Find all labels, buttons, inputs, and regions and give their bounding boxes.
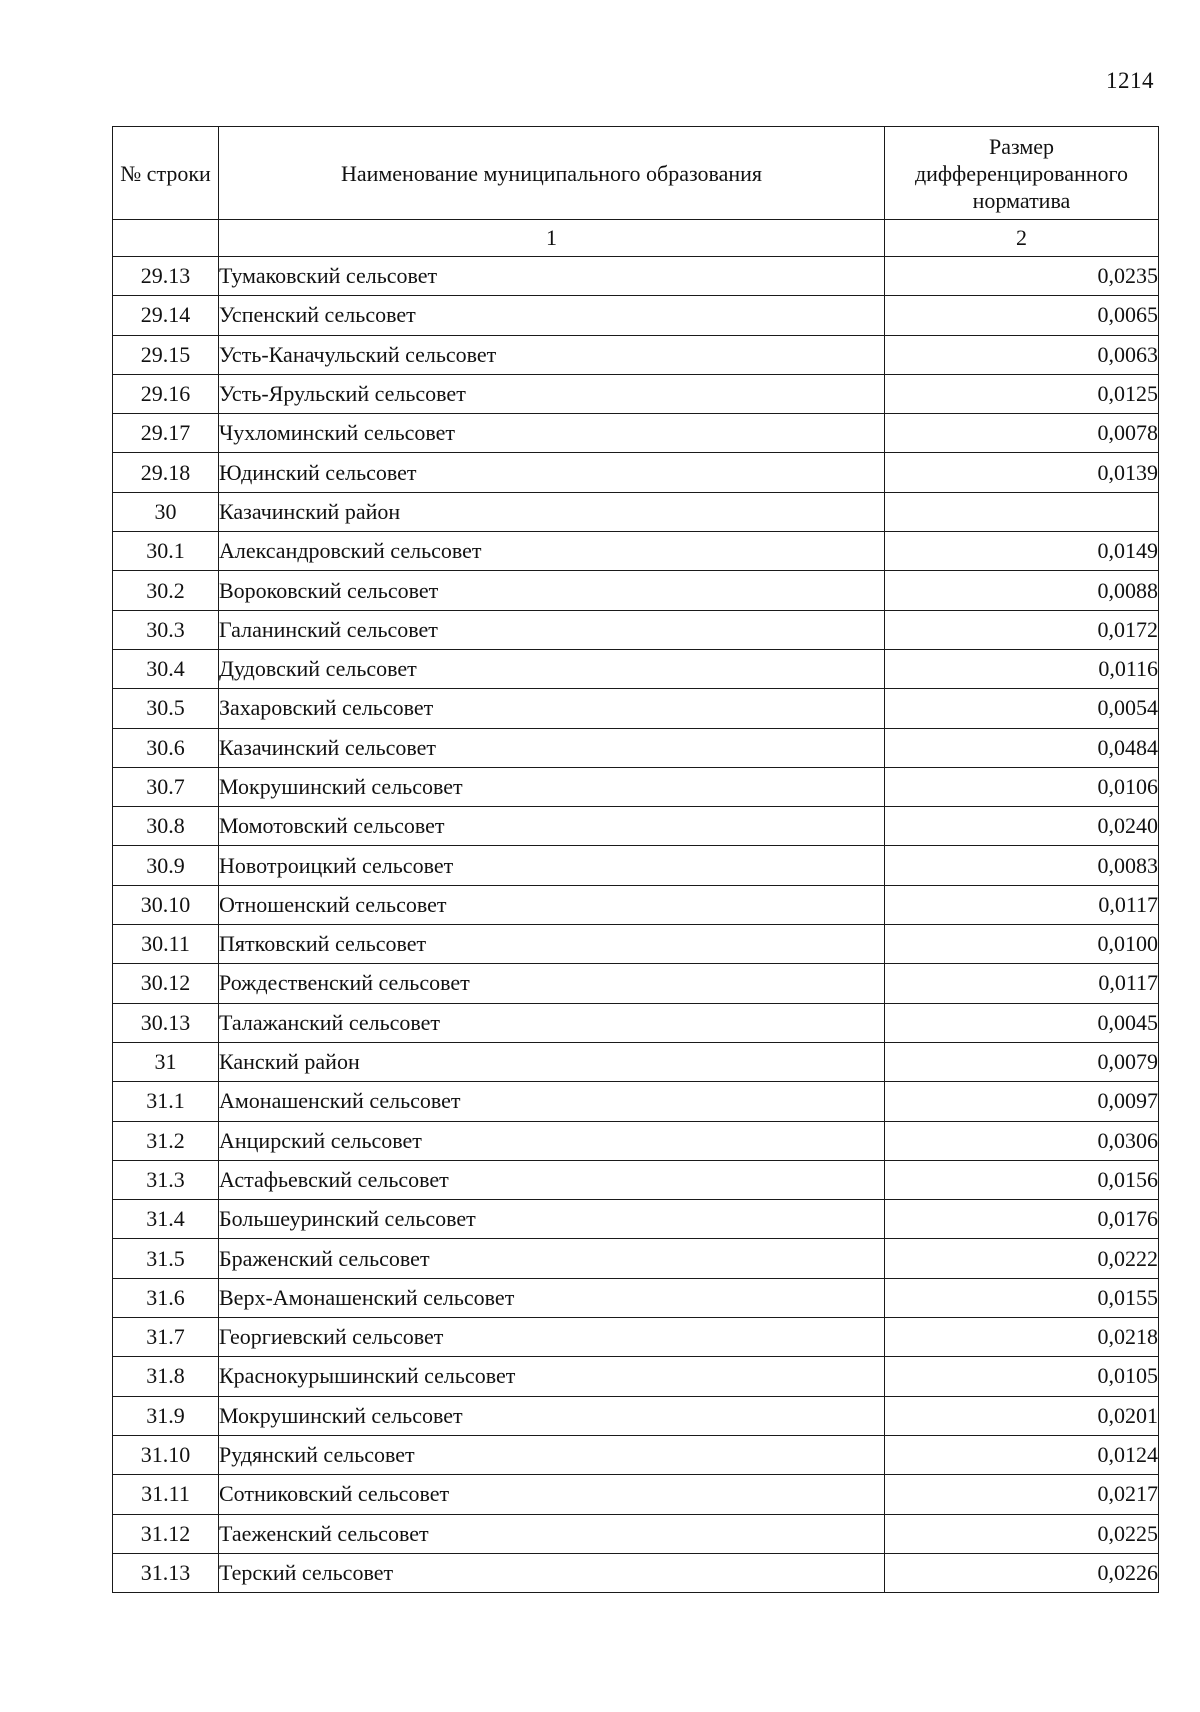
- municipality-name: Мокрушинский сельсовет: [219, 1396, 885, 1435]
- municipality-name: Галанинский сельсовет: [219, 610, 885, 649]
- normative-value: 0,0149: [885, 532, 1159, 571]
- row-number: 30.11: [113, 925, 219, 964]
- normative-value: 0,0117: [885, 964, 1159, 1003]
- row-number: 29.14: [113, 296, 219, 335]
- table-row: [113, 885, 1159, 924]
- row-number: 29.16: [113, 374, 219, 413]
- row-number: 29.18: [113, 453, 219, 492]
- municipality-name: Таеженский сельсовет: [219, 1514, 885, 1553]
- row-number: 30: [113, 492, 219, 531]
- normative-value: 0,0222: [885, 1239, 1159, 1278]
- normative-value: 0,0240: [885, 807, 1159, 846]
- municipality-name: Тумаковский сельсовет: [219, 257, 885, 296]
- municipality-name: Амонашенский сельсовет: [219, 1082, 885, 1121]
- normative-value: 0,0045: [885, 1003, 1159, 1042]
- table-row: [113, 728, 1159, 767]
- normative-value: 0,0065: [885, 296, 1159, 335]
- row-number: 30.2: [113, 571, 219, 610]
- normative-value: 0,0176: [885, 1200, 1159, 1239]
- municipality-name: Браженский сельсовет: [219, 1239, 885, 1278]
- row-number: 29.13: [113, 257, 219, 296]
- table-row: [113, 1318, 1159, 1357]
- table-row: [113, 335, 1159, 374]
- municipality-name: Астафьевский сельсовет: [219, 1160, 885, 1199]
- table-row: [113, 453, 1159, 492]
- municipality-name: Георгиевский сельсовет: [219, 1318, 885, 1357]
- table-row: [113, 807, 1159, 846]
- table-row: [113, 1514, 1159, 1553]
- normative-value: 0,0235: [885, 257, 1159, 296]
- table-row: [113, 1278, 1159, 1317]
- normative-value: 0,0063: [885, 335, 1159, 374]
- row-number: 31.12: [113, 1514, 219, 1553]
- row-number: 30.9: [113, 846, 219, 885]
- table-row: [113, 296, 1159, 335]
- row-number: 31.4: [113, 1200, 219, 1239]
- table-row: [113, 532, 1159, 571]
- normative-value: 0,0125: [885, 374, 1159, 413]
- row-number: 30.1: [113, 532, 219, 571]
- table-row: [113, 1003, 1159, 1042]
- column-index-name: 1: [219, 220, 885, 257]
- table-row: [113, 1082, 1159, 1121]
- table-body: [113, 257, 1159, 1593]
- normative-value: 0,0484: [885, 728, 1159, 767]
- normative-value: 0,0226: [885, 1553, 1159, 1592]
- table-row: [113, 1239, 1159, 1278]
- municipality-name: Казачинский район: [219, 492, 885, 531]
- row-number: 31: [113, 1042, 219, 1081]
- table-row: [113, 1396, 1159, 1435]
- table-row: [113, 492, 1159, 531]
- row-number: 30.5: [113, 689, 219, 728]
- table-row: [113, 571, 1159, 610]
- row-number: 31.9: [113, 1396, 219, 1435]
- municipality-name: Мокрушинский сельсовет: [219, 767, 885, 806]
- table-row: [113, 767, 1159, 806]
- row-number: 31.1: [113, 1082, 219, 1121]
- normative-value: 0,0218: [885, 1318, 1159, 1357]
- municipality-name: Захаровский сельсовет: [219, 689, 885, 728]
- header-row-number: № строки: [113, 127, 219, 220]
- municipality-name: Усть-Каначульский сельсовет: [219, 335, 885, 374]
- normative-table: [112, 126, 1159, 1593]
- row-number: 30.12: [113, 964, 219, 1003]
- normative-value: 0,0078: [885, 414, 1159, 453]
- municipality-name: Верх-Амонашенский сельсовет: [219, 1278, 885, 1317]
- municipality-name: Момотовский сельсовет: [219, 807, 885, 846]
- row-number: 30.4: [113, 649, 219, 688]
- municipality-name: Пятковский сельсовет: [219, 925, 885, 964]
- normative-value: 0,0155: [885, 1278, 1159, 1317]
- row-number: 29.17: [113, 414, 219, 453]
- municipality-name: Талажанский сельсовет: [219, 1003, 885, 1042]
- row-number: 31.5: [113, 1239, 219, 1278]
- row-number: 31.11: [113, 1475, 219, 1514]
- municipality-name: Рудянский сельсовет: [219, 1435, 885, 1474]
- normative-value: 0,0156: [885, 1160, 1159, 1199]
- header-municipality-name: Наименование муниципального образования: [219, 127, 885, 220]
- municipality-name: Дудовский сельсовет: [219, 649, 885, 688]
- normative-value: 0,0083: [885, 846, 1159, 885]
- row-number: 29.15: [113, 335, 219, 374]
- header-normative-size: Размер дифференцированного норматива: [885, 127, 1159, 220]
- table-header-row: [113, 127, 1159, 220]
- table-row: [113, 257, 1159, 296]
- municipality-name: Рождественский сельсовет: [219, 964, 885, 1003]
- municipality-name: Казачинский сельсовет: [219, 728, 885, 767]
- normative-value: 0,0106: [885, 767, 1159, 806]
- municipality-name: Чухломинский сельсовет: [219, 414, 885, 453]
- table-row: [113, 649, 1159, 688]
- normative-value: 0,0201: [885, 1396, 1159, 1435]
- municipality-name: Новотроицкий сельсовет: [219, 846, 885, 885]
- normative-value: 0,0079: [885, 1042, 1159, 1081]
- table-row: [113, 610, 1159, 649]
- table-row: [113, 374, 1159, 413]
- normative-value: 0,0097: [885, 1082, 1159, 1121]
- normative-value: 0,0100: [885, 925, 1159, 964]
- municipality-name: Терский сельсовет: [219, 1553, 885, 1592]
- municipality-name: Александровский сельсовет: [219, 532, 885, 571]
- table-row: [113, 414, 1159, 453]
- column-index-num: [113, 220, 219, 257]
- table-row: [113, 846, 1159, 885]
- normative-value: 0,0124: [885, 1435, 1159, 1474]
- table-row: [113, 1200, 1159, 1239]
- table-row: [113, 1553, 1159, 1592]
- normative-value: 0,0117: [885, 885, 1159, 924]
- row-number: 31.6: [113, 1278, 219, 1317]
- row-number: 31.2: [113, 1121, 219, 1160]
- table-row: [113, 964, 1159, 1003]
- table-row: [113, 689, 1159, 728]
- table-row: [113, 1121, 1159, 1160]
- municipality-name: Отношенский сельсовет: [219, 885, 885, 924]
- municipality-name: Успенский сельсовет: [219, 296, 885, 335]
- normative-value: 0,0116: [885, 649, 1159, 688]
- municipality-name: Канский район: [219, 1042, 885, 1081]
- row-number: 31.13: [113, 1553, 219, 1592]
- row-number: 30.10: [113, 885, 219, 924]
- table-row: [113, 1475, 1159, 1514]
- municipality-name: Анцирский сельсовет: [219, 1121, 885, 1160]
- row-number: 31.8: [113, 1357, 219, 1396]
- column-index-value: 2: [885, 220, 1159, 257]
- normative-value: 0,0139: [885, 453, 1159, 492]
- municipality-name: Усть-Ярульский сельсовет: [219, 374, 885, 413]
- table-row: [113, 1435, 1159, 1474]
- municipality-name: Краснокурышинский сельсовет: [219, 1357, 885, 1396]
- table-row: [113, 1357, 1159, 1396]
- table-row: [113, 925, 1159, 964]
- municipality-name: Юдинский сельсовет: [219, 453, 885, 492]
- normative-value: 0,0172: [885, 610, 1159, 649]
- row-number: 31.7: [113, 1318, 219, 1357]
- row-number: 31.10: [113, 1435, 219, 1474]
- row-number: 30.13: [113, 1003, 219, 1042]
- normative-value: 0,0088: [885, 571, 1159, 610]
- normative-value: 0,0105: [885, 1357, 1159, 1396]
- table-row: [113, 1042, 1159, 1081]
- municipality-name: Вороковский сельсовет: [219, 571, 885, 610]
- municipality-name: Сотниковский сельсовет: [219, 1475, 885, 1514]
- page-number: 1214: [1106, 68, 1154, 93]
- row-number: 30.3: [113, 610, 219, 649]
- row-number: 30.8: [113, 807, 219, 846]
- row-number: 31.3: [113, 1160, 219, 1199]
- column-index-row: [113, 220, 1159, 257]
- table-row: [113, 1160, 1159, 1199]
- row-number: 30.6: [113, 728, 219, 767]
- normative-value: [885, 492, 1159, 531]
- normative-value: 0,0217: [885, 1475, 1159, 1514]
- normative-value: 0,0054: [885, 689, 1159, 728]
- row-number: 30.7: [113, 767, 219, 806]
- normative-value: 0,0306: [885, 1121, 1159, 1160]
- municipality-name: Большеуринский сельсовет: [219, 1200, 885, 1239]
- normative-value: 0,0225: [885, 1514, 1159, 1553]
